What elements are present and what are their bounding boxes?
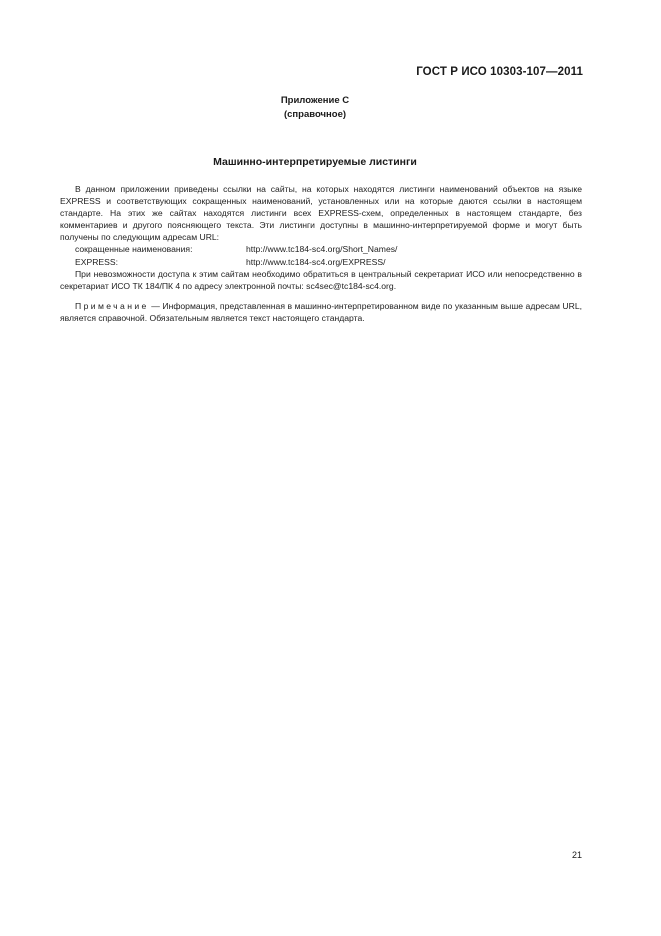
body-text bbox=[60, 183, 582, 324]
appendix-subtitle: (справочное) bbox=[283, 109, 347, 120]
url-link[interactable]: http://www.tc184-sc4.org/Short_Names/ bbox=[246, 244, 398, 255]
url-row-short-names bbox=[60, 243, 582, 255]
appendix-title: Приложение С bbox=[280, 95, 350, 106]
section-title: Машинно-интерпретируемые листинги bbox=[213, 156, 417, 168]
standard-code: ГОСТ Р ИСО 10303-107—2011 bbox=[416, 66, 583, 78]
url-label: EXPRESS: bbox=[75, 256, 118, 267]
paragraph-intro: В данном приложении приведены ссылки на сайты, на которых находятся листинги наименований объектов на языке EXPRESS и соответствующих сокращенных наименований, установленных или на которые даются ссылки в настоящем стандарте. На этих же сайтах находятся листинги всех EXPRESS-схем, определенных в настоящем стандарте, без комментариев и другого поясняющего текста. Эти листинги доступны в машинно-интерпретируемой форме и могут быть получены по следующим адресам URL: bbox=[60, 184, 582, 243]
url-link[interactable]: http://www.tc184-sc4.org/EXPRESS/ bbox=[246, 256, 386, 267]
url-row-express bbox=[60, 256, 582, 268]
page-number: 21 bbox=[571, 850, 582, 860]
note-label: Примечание bbox=[75, 300, 149, 311]
url-label: сокращенные наименования: bbox=[75, 244, 193, 255]
note-paragraph bbox=[60, 300, 582, 324]
note-text: — Информация, представленная в машинно-интерпретированном виде по указанным выше адресам URL, является справочной. Обязательным является текст настоящего стандарта. bbox=[60, 300, 582, 323]
appendix-heading bbox=[0, 94, 630, 122]
paragraph-contact: При невозможности доступа к этим сайтам необходимо обратиться в центральный секретариат ИСО или непосредственно в секретариат ИСО ТК 184/ПК 4 по адресу электронной почты: sc4sec@tc184-sc4.org. bbox=[60, 268, 582, 291]
